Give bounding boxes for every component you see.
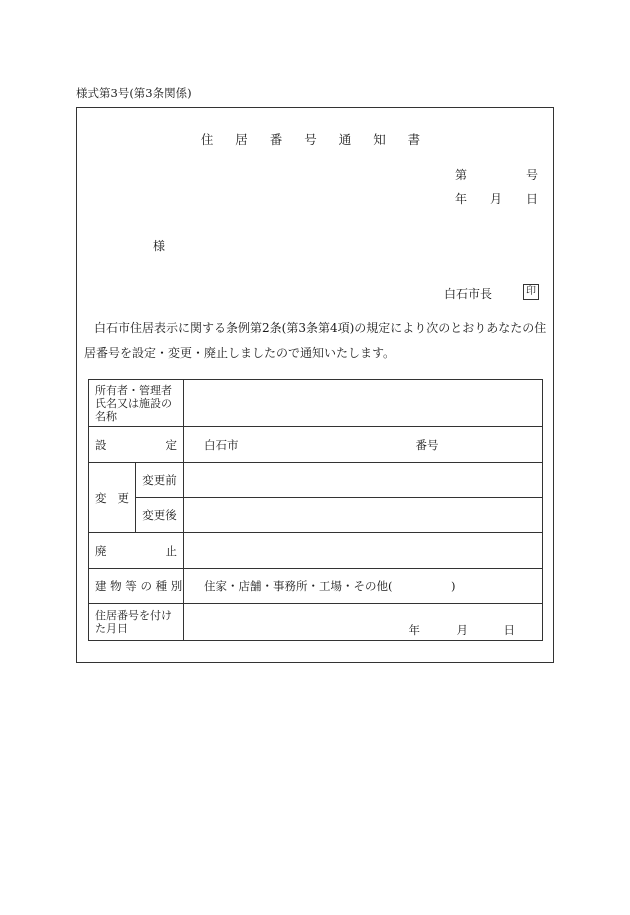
set-value[interactable] <box>184 427 543 463</box>
table-row-change-after <box>89 498 543 533</box>
abolish-label-a: 廃 <box>95 543 107 558</box>
change-label-b: 更 <box>117 490 129 505</box>
change-label-a: 変 <box>95 490 107 505</box>
date-label-line1: 住居番号を付け <box>95 609 172 622</box>
date-label-line2: た月日 <box>95 622 128 635</box>
building-value[interactable]: 住家・店舗・事務所・工場・その他( ) <box>184 569 543 604</box>
set-number-label: 番号 <box>415 437 439 452</box>
notice-table <box>88 379 543 641</box>
number-suffix: 号 <box>526 168 539 182</box>
table-row-abolish <box>89 533 543 569</box>
number-prefix: 第 <box>455 168 468 182</box>
table-row-owner <box>89 380 543 427</box>
date-year: 年 <box>455 192 468 206</box>
building-label: 建 物 等 の 種 別 <box>89 569 184 604</box>
seal-stamp: 印 <box>523 284 539 300</box>
issuer-name: 白石市長 <box>444 287 493 301</box>
owner-label-line2: 氏名又は施設の <box>95 396 172 410</box>
table-row-set <box>89 427 543 463</box>
abolish-value[interactable] <box>184 533 543 569</box>
set-city: 白石市 <box>204 437 239 452</box>
document-title: 住 居 番 号 通 知 書 <box>200 132 430 147</box>
owner-label <box>89 380 184 427</box>
date-month: 月 <box>490 192 503 206</box>
addressee-suffix: 様 <box>153 239 166 253</box>
date-value-day: 日 <box>503 623 515 637</box>
before-value[interactable] <box>184 463 543 498</box>
after-label: 変更後 <box>136 498 184 533</box>
table-row-change-before <box>89 463 543 498</box>
table-row-date <box>89 604 543 641</box>
owner-value[interactable] <box>184 380 543 427</box>
date-value-year: 年 <box>408 623 420 637</box>
owner-label-line3: 名称 <box>95 409 117 423</box>
after-value[interactable] <box>184 498 543 533</box>
body-text-line-2: 居番号を設定・変更・廃止しましたので通知いたします。 <box>84 346 396 360</box>
body-text-line-1: 白石市住居表示に関する条例第2条(第3条第4項)の規定により次のとおりあなたの住 <box>94 321 547 335</box>
date-day: 日 <box>526 192 539 206</box>
before-label: 変更前 <box>136 463 184 498</box>
set-label-b: 定 <box>165 437 177 452</box>
form-label: 様式第3号(第3条関係) <box>76 86 192 100</box>
date-value-month: 月 <box>456 623 468 637</box>
set-label <box>89 427 184 463</box>
date-value[interactable] <box>184 604 543 641</box>
abolish-label-b: 止 <box>165 543 177 558</box>
abolish-label <box>89 533 184 569</box>
table-row-building <box>89 569 543 604</box>
owner-label-line1: 所有者・管理者 <box>95 383 172 397</box>
date-label <box>89 604 184 641</box>
change-label <box>89 463 136 533</box>
set-label-a: 設 <box>95 437 107 452</box>
